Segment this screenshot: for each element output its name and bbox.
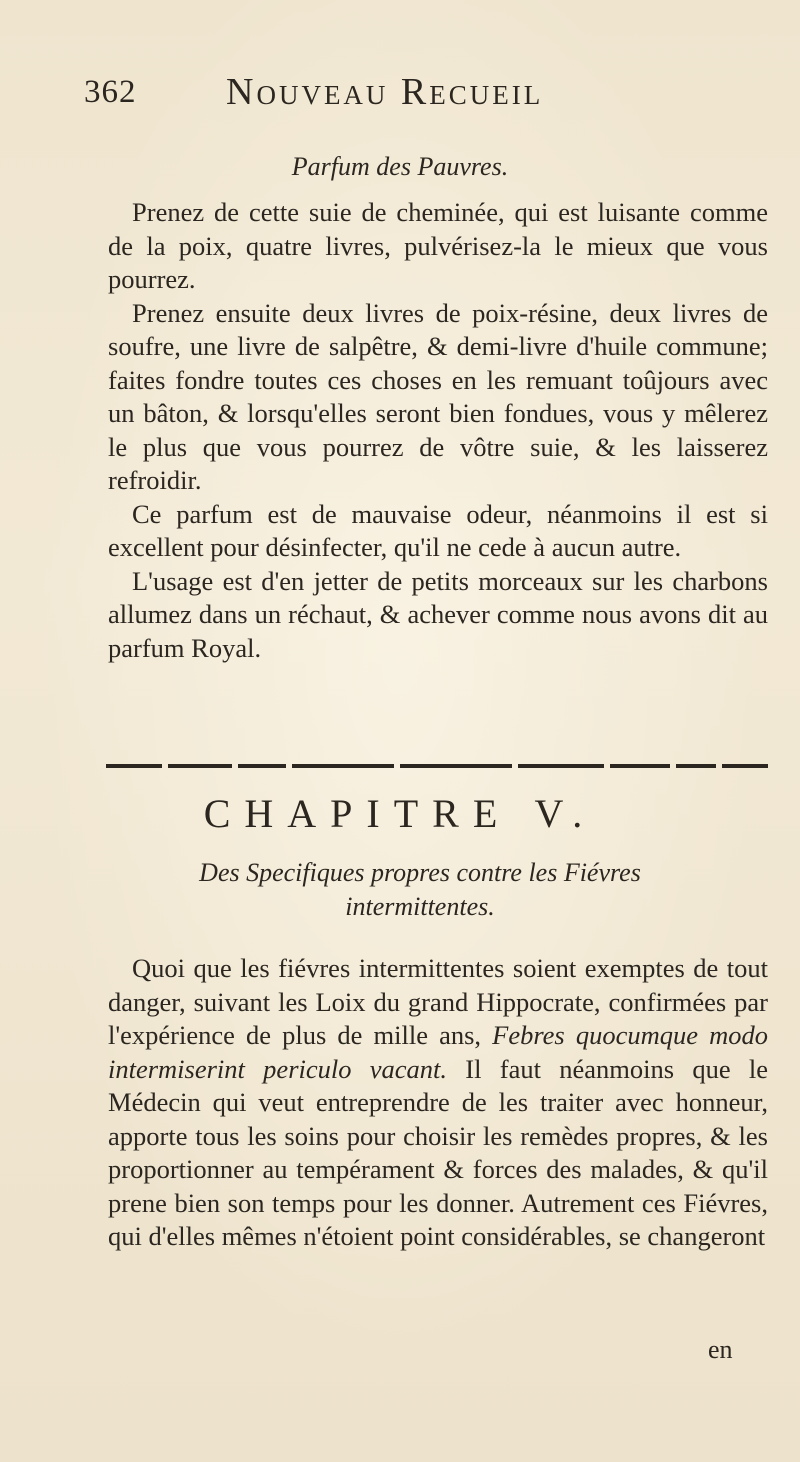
page-number: 362 (84, 74, 137, 110)
chapter-subtitle: Des Specifiques propres contre les Fiévres intermittentes. (199, 858, 641, 921)
paragraph: Prenez ensuite deux livres de poix-résine, deux livres de soufre, une livre de salpêtre, & demi-livre d'huile commune; faites fondre toutes ces choses en les remuant toûjours avec un bâton, & lorsqu'elles seront bien fondues, vous y mêlerez le plus que vous pourrez de vôtre suie, & les laisserez refroidir. (108, 297, 768, 495)
printers-rule-ornament (106, 762, 768, 770)
latin-quotation: Febres quocumque modo intermiserint periculo vacant. (108, 1020, 769, 1084)
text-run: Il faut néanmoins que le Médecin qui veut entreprendre de les traiter avec honneur, apporte tous les soins pour choisir les remèdes propres, & les proportionner au tempérament & forces des malades, & qu'il prene bien son temps pour les donner. Autrement ces Fiévres, qui d'elles mêmes n'étoient point considérables, se changeront (108, 1053, 768, 1251)
chapter-text (108, 952, 768, 1254)
recipe-text (108, 196, 768, 665)
chapter-heading: CHAPITRE V. (203, 791, 597, 836)
running-head: Nouveau Recueil (226, 71, 544, 113)
paragraph: Prenez de cette suie de cheminée, qui est luisante comme de la poix, quatre livres, pulvérisez-la le mieux que vous pourrez. (108, 197, 768, 294)
section-title: Parfum des Pauvres. (291, 152, 509, 181)
text-run: Quoi que les fiévres intermittentes soient exemptes de tout danger, suivant les Loix du grand Hippocrate, confirmées par l'expérience de plus de mille ans, (108, 953, 768, 1050)
paragraph: L'usage est d'en jetter de petits morceaux sur les charbons allumez dans un réchaut, & achever comme nous avons dit au parfum Royal. (108, 565, 768, 663)
page-header (84, 70, 694, 120)
catchword: en (708, 1335, 733, 1364)
paragraph (108, 952, 768, 1254)
paragraph: Ce parfum est de mauvaise odeur, néanmoins il est si excellent pour désinfecter, qu'il ne cede à aucun autre. (108, 498, 768, 562)
